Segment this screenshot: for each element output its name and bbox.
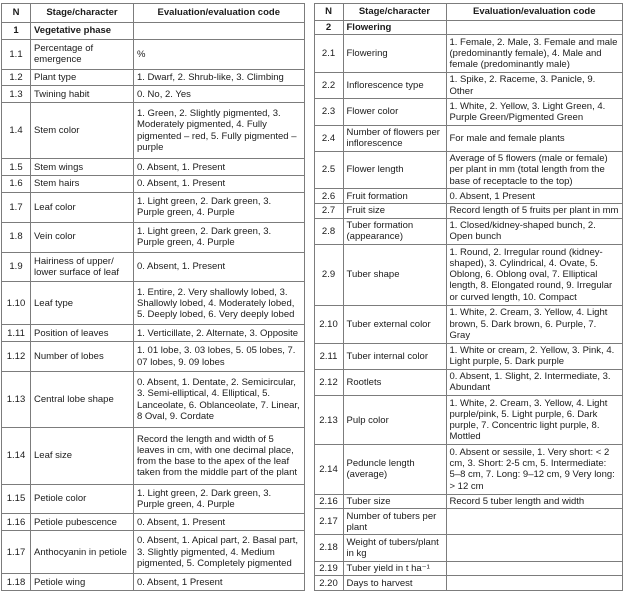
stage-cell: Twining habit (31, 86, 134, 103)
row-number-cell: 1.13 (2, 372, 31, 428)
stage-cell: Weight of tubers/plant in kg (343, 535, 446, 561)
row-number-cell: 2.20 (314, 576, 343, 591)
stage-cell: Number of flowers per inflorescence (343, 125, 446, 151)
eval-cell: 1. White, 2. Cream, 3. Yellow, 4. Light brown, 5. Dark brown, 6. Purple, 7. Gray (446, 305, 623, 343)
eval-cell: Record 5 tuber length and width (446, 494, 623, 509)
table-header-row (314, 4, 623, 21)
row-number-cell: 1.5 (2, 159, 31, 176)
table-row (2, 86, 305, 103)
eval-cell: 1. White, 2. Cream, 3. Yellow, 4. Light purple/pink, 5. Light purple, 6. Dark purple, 7. Concentric light purple, 8. Mottled (446, 395, 623, 444)
eval-cell: 1. White or cream, 2. Yellow, 3. Pink, 4. Light purple, 5. Dark purple (446, 343, 623, 369)
table-row (2, 282, 305, 325)
section-empty-cell (446, 20, 623, 35)
stage-cell: Tuber internal color (343, 343, 446, 369)
table-row (2, 159, 305, 176)
row-number-cell: 1.2 (2, 69, 31, 86)
table-row (314, 445, 623, 494)
eval-cell: 0. Absent or sessile, 1. Very short: < 2 cm, 3. Short: 2-5 cm, 5. Intermediate: 5–8 cm, 7. Long: 9–12 cm, 9 Very long: > 12 cm (446, 445, 623, 494)
section-row (2, 23, 305, 40)
stage-cell: Days to harvest (343, 576, 446, 591)
row-number-cell: 2.12 (314, 369, 343, 395)
row-number-cell: 2.17 (314, 509, 343, 535)
row-number-cell: 2.10 (314, 305, 343, 343)
eval-cell: 1. Round, 2. Irregular round (kidney-shaped), 3. Cylindrical, 4. Ovate, 5. Oblong, 6. Oblong oval, 7. Elliptical length, 8. Elongated round, 9. Irregular or curved length, 10. Compact (446, 244, 623, 305)
stage-cell: Stem wings (31, 159, 134, 176)
eval-cell: 0. Absent, 1 Present (134, 574, 305, 591)
stage-cell: Anthocyanin in petiole (31, 531, 134, 574)
stage-cell: Plant type (31, 69, 134, 86)
stage-cell: Leaf color (31, 192, 134, 222)
row-number-cell: 1.17 (2, 531, 31, 574)
row-number-cell: 1.7 (2, 192, 31, 222)
row-number-cell: 2.9 (314, 244, 343, 305)
table-row (314, 576, 623, 591)
row-number-cell: 1.14 (2, 428, 31, 484)
table-row (2, 531, 305, 574)
header-stage: Stage/character (31, 4, 134, 23)
stage-cell: Petiole wing (31, 574, 134, 591)
row-number-cell: 2.11 (314, 343, 343, 369)
flowering-table (314, 3, 624, 591)
stage-cell: Central lobe shape (31, 372, 134, 428)
row-number-cell: 2.7 (314, 204, 343, 219)
eval-cell: Record the length and width of 5 leaves in cm, with one decimal place, from the base to the apex of the leaf taken from the middle part of the plant (134, 428, 305, 484)
eval-cell (446, 561, 623, 576)
stage-cell: Tuber external color (343, 305, 446, 343)
table-row (314, 204, 623, 219)
stage-cell: Pulp color (343, 395, 446, 444)
eval-cell: 1. Verticillate, 2. Alternate, 3. Opposite (134, 325, 305, 342)
stage-cell: Tuber shape (343, 244, 446, 305)
eval-cell (446, 535, 623, 561)
eval-cell: 1. White, 2. Yellow, 3. Light Green, 4. Purple Green/Pigmented Green (446, 99, 623, 125)
row-number-cell: 2.2 (314, 73, 343, 99)
eval-cell: 1. Light green, 2. Dark green, 3. Purple green, 4. Purple (134, 222, 305, 252)
stage-cell: Tuber formation (appearance) (343, 218, 446, 244)
header-eval: Evaluation/evaluation code (134, 4, 305, 23)
header-n: N (314, 4, 343, 21)
eval-cell: 1. Dwarf, 2. Shrub-like, 3. Climbing (134, 69, 305, 86)
table-row (314, 125, 623, 151)
eval-cell: 1. 01 lobe, 3. 03 lobes, 5. 05 lobes, 7. 07 lobes, 9. 09 lobes (134, 342, 305, 372)
table-row (314, 535, 623, 561)
table-row (314, 151, 623, 189)
eval-cell (446, 509, 623, 535)
eval-cell: 1. Green, 2. Slightly pigmented, 3. Moderately pigmented, 4. Fully pigmented – red, 5. Fully pigmented – purple (134, 103, 305, 159)
stage-cell: Stem color (31, 103, 134, 159)
table-row (314, 99, 623, 125)
stage-cell: Flowering (343, 35, 446, 73)
stage-cell: Hairiness of upper/ lower surface of leaf (31, 252, 134, 282)
row-number-cell: 1.15 (2, 484, 31, 514)
header-eval: Evaluation/evaluation code (446, 4, 623, 21)
table-row (2, 39, 305, 69)
stage-cell: Leaf type (31, 282, 134, 325)
stage-cell: Number of tubers per plant (343, 509, 446, 535)
table-row (314, 189, 623, 204)
eval-cell (446, 576, 623, 591)
table-row (314, 561, 623, 576)
row-number-cell: 1.18 (2, 574, 31, 591)
section-title: Vegetative phase (31, 23, 134, 40)
eval-cell: % (134, 39, 305, 69)
row-number-cell: 1.3 (2, 86, 31, 103)
eval-cell: 1. Spike, 2. Raceme, 3. Panicle, 9. Other (446, 73, 623, 99)
stage-cell: Rootlets (343, 369, 446, 395)
stage-cell: Fruit formation (343, 189, 446, 204)
row-number-cell: 2.5 (314, 151, 343, 189)
eval-cell: Average of 5 flowers (male or female) per plant in mm (total length from the base of receptacle to the top) (446, 151, 623, 189)
stage-cell: Leaf size (31, 428, 134, 484)
stage-cell: Percentage of emergence (31, 39, 134, 69)
row-number-cell: 1.10 (2, 282, 31, 325)
eval-cell: 0. Absent, 1. Apical part, 2. Basal part, 3. Slightly pigmented, 4. Medium pigmented, 5. Completely pigmented (134, 531, 305, 574)
stage-cell: Vein color (31, 222, 134, 252)
row-number-cell: 1.4 (2, 103, 31, 159)
table-row (2, 69, 305, 86)
eval-cell: 1. Closed/kidney-shaped bunch, 2. Open bunch (446, 218, 623, 244)
row-number-cell: 2.4 (314, 125, 343, 151)
table-row (2, 372, 305, 428)
eval-cell: 0. Absent, 1. Present (134, 159, 305, 176)
table-row (314, 343, 623, 369)
table-row (2, 428, 305, 484)
table-row (314, 35, 623, 73)
row-number-cell: 2.14 (314, 445, 343, 494)
table-row (314, 244, 623, 305)
table-row (2, 176, 305, 193)
section-empty-cell (134, 23, 305, 40)
row-number-cell: 2.19 (314, 561, 343, 576)
table-row (2, 514, 305, 531)
eval-cell: 0. Absent, 1. Slight, 2. Intermediate, 3. Abundant (446, 369, 623, 395)
eval-cell: 1. Entire, 2. Very shallowly lobed, 3. Shallowly lobed, 4. Moderately lobed, 5. Deeply lobed, 6. Very deeply lobed (134, 282, 305, 325)
stage-cell: Position of leaves (31, 325, 134, 342)
eval-cell: 1. Light green, 2. Dark green, 3. Purple green, 4. Purple (134, 484, 305, 514)
row-number-cell: 1.9 (2, 252, 31, 282)
section-number: 2 (314, 20, 343, 35)
header-n: N (2, 4, 31, 23)
eval-cell: 0. No, 2. Yes (134, 86, 305, 103)
eval-cell: 1. Light green, 2. Dark green, 3. Purple green, 4. Purple (134, 192, 305, 222)
row-number-cell: 1.8 (2, 222, 31, 252)
row-number-cell: 1.12 (2, 342, 31, 372)
row-number-cell: 2.16 (314, 494, 343, 509)
row-number-cell: 2.13 (314, 395, 343, 444)
table-row (314, 305, 623, 343)
stage-cell: Number of lobes (31, 342, 134, 372)
table-row (314, 218, 623, 244)
table-row (314, 73, 623, 99)
stage-cell: Flower length (343, 151, 446, 189)
section-number: 1 (2, 23, 31, 40)
table-row (314, 509, 623, 535)
vegetative-phase-table (1, 3, 305, 591)
eval-cell: Record length of 5 fruits per plant in mm (446, 204, 623, 219)
stage-cell: Inflorescence type (343, 73, 446, 99)
stage-cell: Fruit size (343, 204, 446, 219)
eval-cell: 0. Absent, 1. Present (134, 252, 305, 282)
stage-cell: Petiole pubescence (31, 514, 134, 531)
row-number-cell: 2.1 (314, 35, 343, 73)
row-number-cell: 2.18 (314, 535, 343, 561)
eval-cell: 0. Absent, 1 Present (446, 189, 623, 204)
stage-cell: Peduncle length (average) (343, 445, 446, 494)
header-stage: Stage/character (343, 4, 446, 21)
row-number-cell: 2.8 (314, 218, 343, 244)
row-number-cell: 1.1 (2, 39, 31, 69)
table-row (2, 192, 305, 222)
eval-cell: For male and female plants (446, 125, 623, 151)
eval-cell: 0. Absent, 1. Present (134, 176, 305, 193)
stage-cell: Stem hairs (31, 176, 134, 193)
row-number-cell: 1.16 (2, 514, 31, 531)
table-row (2, 574, 305, 591)
row-number-cell: 1.6 (2, 176, 31, 193)
stage-cell: Tuber yield in t ha⁻¹ (343, 561, 446, 576)
table-row (2, 484, 305, 514)
row-number-cell: 1.11 (2, 325, 31, 342)
stage-cell: Tuber size (343, 494, 446, 509)
table-row (2, 252, 305, 282)
stage-cell: Flower color (343, 99, 446, 125)
eval-cell: 0. Absent, 1. Dentate, 2. Semicircular, 3. Semi-elliptical, 4. Elliptical, 5. Lanceolate, 6. Oblanceolate, 7. Linear, 8 Oval, 9. Cordate (134, 372, 305, 428)
section-title: Flowering (343, 20, 446, 35)
table-row (2, 222, 305, 252)
section-row (314, 20, 623, 35)
table-row (2, 103, 305, 159)
row-number-cell: 2.3 (314, 99, 343, 125)
eval-cell: 1. Female, 2. Male, 3. Female and male (predominantly female), 4. Male and female (predominantly male) (446, 35, 623, 73)
stage-cell: Petiole color (31, 484, 134, 514)
row-number-cell: 2.6 (314, 189, 343, 204)
eval-cell: 0. Absent, 1. Present (134, 514, 305, 531)
table-row (314, 395, 623, 444)
table-row (2, 325, 305, 342)
table-row (2, 342, 305, 372)
table-row (314, 369, 623, 395)
table-row (314, 494, 623, 509)
table-header-row (2, 4, 305, 23)
